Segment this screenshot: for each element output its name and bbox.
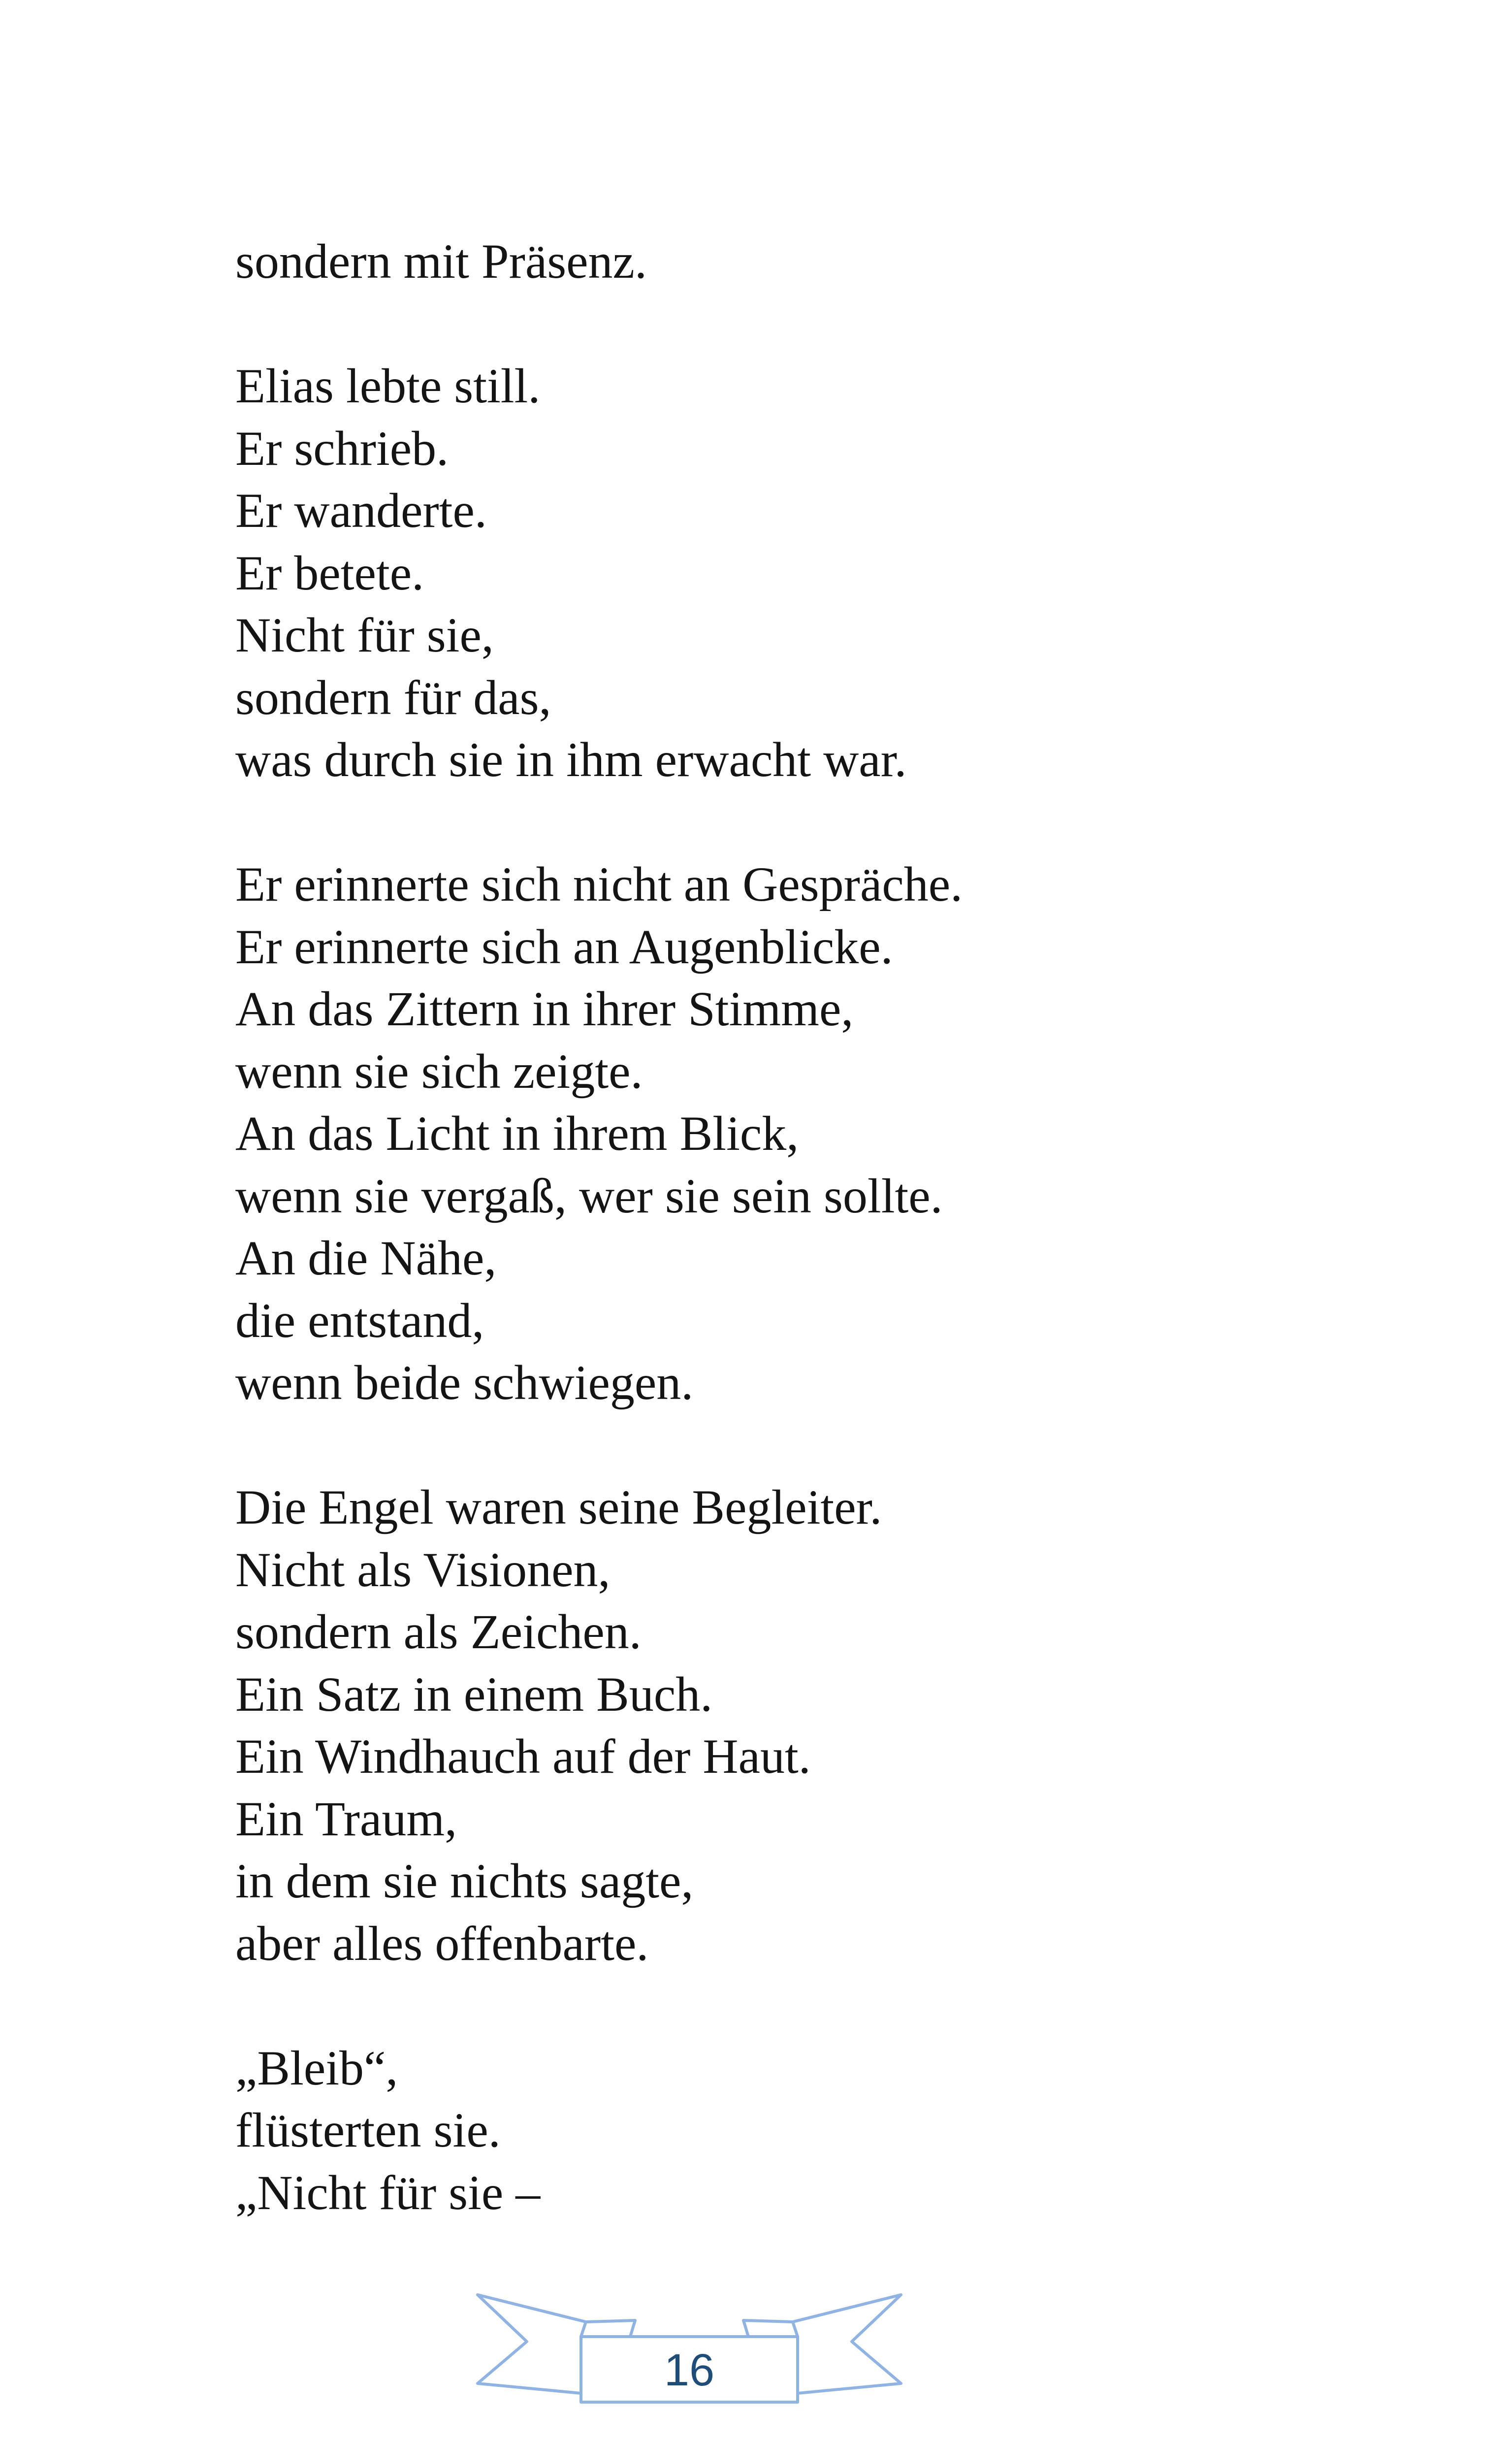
text-line: „Nicht für sie – <box>235 2165 541 2220</box>
ribbon-left-fold <box>581 2320 635 2337</box>
text-line: wenn beide schwiegen. <box>235 1355 694 1410</box>
text-line: aber alles offenbarte. <box>235 1916 649 1971</box>
text-line: sondern als Zeichen. <box>235 1604 642 1659</box>
stanza <box>235 2037 1368 2224</box>
text-line: An die Nähe, <box>235 1231 497 1285</box>
ribbon-left-tail <box>478 2295 586 2393</box>
text-line: Ein Satz in einem Buch. <box>235 1666 713 1722</box>
text-line: was durch sie in ihm erwacht war. <box>235 732 907 787</box>
text-line: die entstand, <box>235 1293 484 1348</box>
text-line: An das Licht in ihrem Blick, <box>235 1106 799 1161</box>
body-text <box>235 230 1368 2286</box>
text-line: Ein Traum, <box>235 1791 457 1846</box>
stanza <box>235 853 1368 1414</box>
text-line: „Bleib“, <box>235 2040 398 2095</box>
text-line: wenn sie sich zeigte. <box>235 1043 643 1099</box>
text-line: Nicht für sie, <box>235 608 494 662</box>
text-line: wenn sie vergaß, wer sie sein sollte. <box>235 1168 943 1223</box>
text-line: Er erinnerte sich an Augenblicke. <box>235 919 893 974</box>
text-line: Er betete. <box>235 545 424 600</box>
ribbon-right-tail <box>793 2295 901 2393</box>
text-line: Ein Windhauch auf der Haut. <box>235 1729 811 1784</box>
text-line: An das Zittern in ihrer Stimme, <box>235 981 854 1036</box>
text-line: Elias lebte still. <box>235 358 541 413</box>
text-line: sondern für das, <box>235 670 551 725</box>
text-line: Er schrieb. <box>235 421 449 476</box>
stanza <box>235 230 1368 293</box>
text-line: Die Engel waren seine Begleiter. <box>235 1480 882 1534</box>
page-number: 16 <box>664 2345 715 2395</box>
text-line: sondern mit Präsenz. <box>235 234 647 289</box>
ribbon-right-fold <box>743 2320 798 2337</box>
stanza <box>235 1476 1368 1975</box>
text-line: flüsterten sie. <box>235 2103 501 2157</box>
stanza <box>235 355 1368 791</box>
text-line: in dem sie nichts sagte, <box>235 1854 694 1908</box>
text-line: Er wanderte. <box>235 483 487 538</box>
text-line: Er erinnerte sich nicht an Gespräche. <box>235 857 963 912</box>
text-line: Nicht als Visionen, <box>235 1542 611 1597</box>
